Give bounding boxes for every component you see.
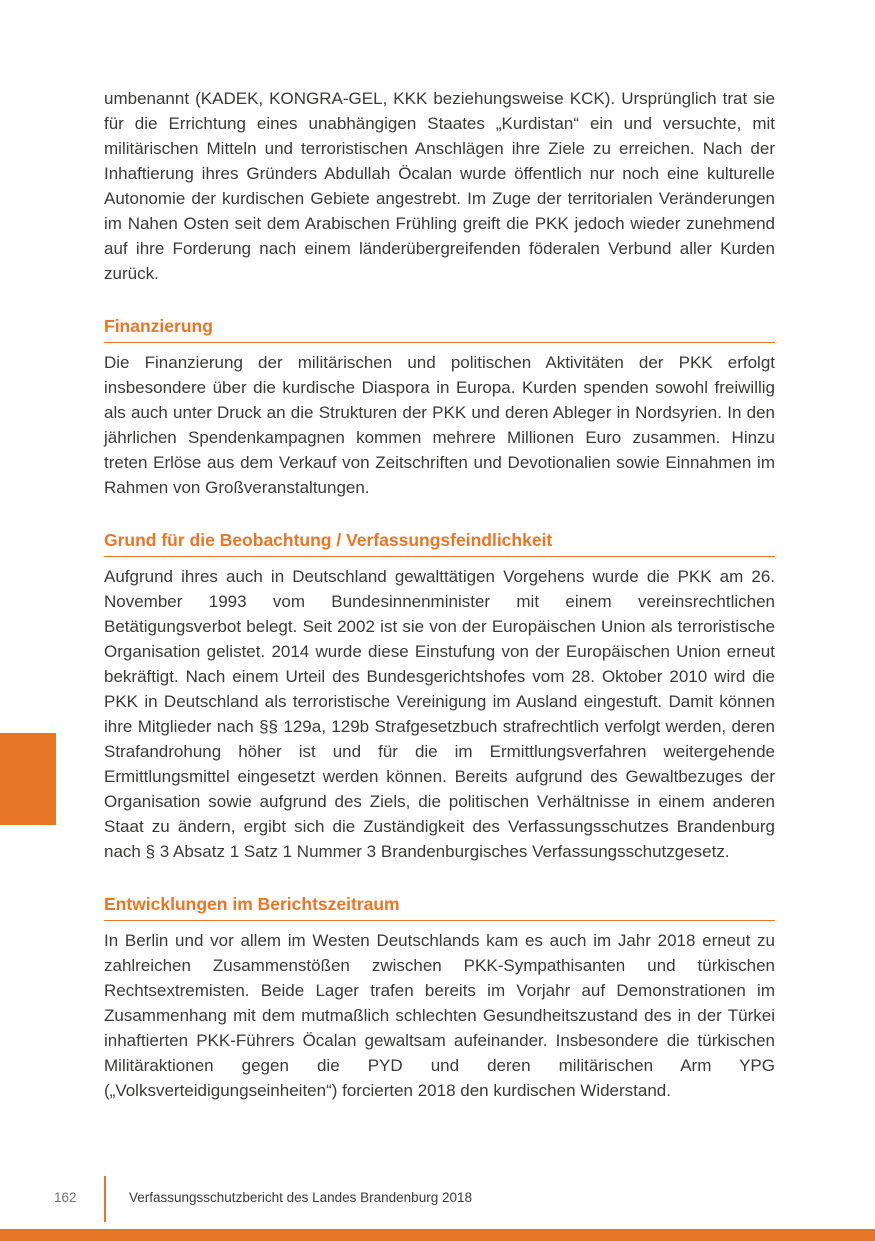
page-number: 162 bbox=[54, 1190, 77, 1205]
intro-paragraph: umbenannt (KADEK, KONGRA-GEL, KKK beziehungsweise KCK). Ursprünglich trat sie für die Errichtung eines unabhängigen Staates „Kurdistan“ ein und versuchte, mit militärischen Mitteln und terroristischen Anschlägen ihre Ziele zu erreichen. Nach der Inhaftierung ihres Gründers Abdullah Öcalan wurde öffentlich nur noch eine kulturelle Autonomie der kurdischen Gebiete angestrebt. Im Zuge der territorialen Veränderungen im Nahen Osten seit dem Arabischen Frühling greift die PKK jedoch wieder zunehmend auf ihre Forderung nach einem länderübergreifenden föderalen Verbund aller Kurden zurück. bbox=[104, 89, 775, 283]
section-entwicklungen bbox=[104, 893, 775, 1103]
section-finanzierung bbox=[104, 315, 775, 500]
page-footer bbox=[0, 1176, 875, 1222]
bottom-accent-bar bbox=[0, 1229, 875, 1241]
section-body: Die Finanzierung der militärischen und politischen Aktivitäten der PKK erfolgt insbesondere über die kurdische Diaspora in Europa. Kurden spenden sowohl freiwillig als auch unter Druck an die Strukturen der PKK und deren Ableger in Nordsyrien. In den jährlichen Spendenkampagnen kommen mehrere Millionen Euro zusammen. Hinzu treten Erlöse aus dem Verkauf von Zeitschriften und Devotionalien sowie Einnahmen im Rahmen von Großveranstaltungen. bbox=[104, 353, 775, 497]
section-heading: Grund für die Beobachtung / Verfassungsfeindlichkeit bbox=[104, 529, 775, 557]
page-content bbox=[104, 86, 775, 1103]
footer-divider-line bbox=[104, 1176, 106, 1222]
section-heading: Entwicklungen im Berichtszeitraum bbox=[104, 893, 775, 921]
section-body: In Berlin und vor allem im Westen Deutschlands kam es auch im Jahr 2018 erneut zu zahlreichen Zusammenstößen zwischen PKK-Sympathisanten und türkischen Rechtsextremisten. Beide Lager trafen bereits im Vorjahr auf Demonstrationen im Zusammenhang mit dem mutmaßlich schlechten Gesundheitszustand des in der Türkei inhaftierten PKK-Führers Öcalan gewaltsam aufeinander. Insbesondere die türkischen Militäraktionen gegen die PYD und deren militärischen Arm YPG („Volksverteidigungseinheiten“) forcierten 2018 den kurdischen Widerstand. bbox=[104, 931, 775, 1100]
section-grund-beobachtung bbox=[104, 529, 775, 864]
section-body: Aufgrund ihres auch in Deutschland gewalttätigen Vorgehens wurde die PKK am 26. November 1993 vom Bundesinnenminister mit einem vereinsrechtlichen Betätigungsverbot belegt. Seit 2002 ist sie von der Europäischen Union als terroristische Organisation gelistet. 2014 wurde diese Einstufung von der Europäischen Union erneut bekräftigt. Nach einem Urteil des Bundesgerichtshofes vom 28. Oktober 2010 wird die PKK in Deutschland als terroristische Vereinigung im Ausland eingestuft. Damit können ihre Mitglieder nach §§ 129a, 129b Strafgesetzbuch strafrechtlich verfolgt werden, deren Strafandrohung höher ist und für die im Ermittlungsverfahren weitergehende Ermittlungsmittel eingesetzt werden können. Bereits aufgrund des Gewaltbezuges der Organisation sowie aufgrund des Ziels, die politischen Verhältnisse in einem anderen Staat zu ändern, ergibt sich die Zuständigkeit des Verfassungsschutzes Brandenburg nach § 3 Absatz 1 Satz 1 Nummer 3 Brandenburgisches Verfassungsschutzgesetz. bbox=[104, 567, 775, 861]
section-heading: Finanzierung bbox=[104, 315, 775, 343]
chapter-marker-tab bbox=[0, 733, 56, 825]
footer-report-title: Verfassungsschutzbericht des Landes Brandenburg 2018 bbox=[129, 1190, 472, 1205]
